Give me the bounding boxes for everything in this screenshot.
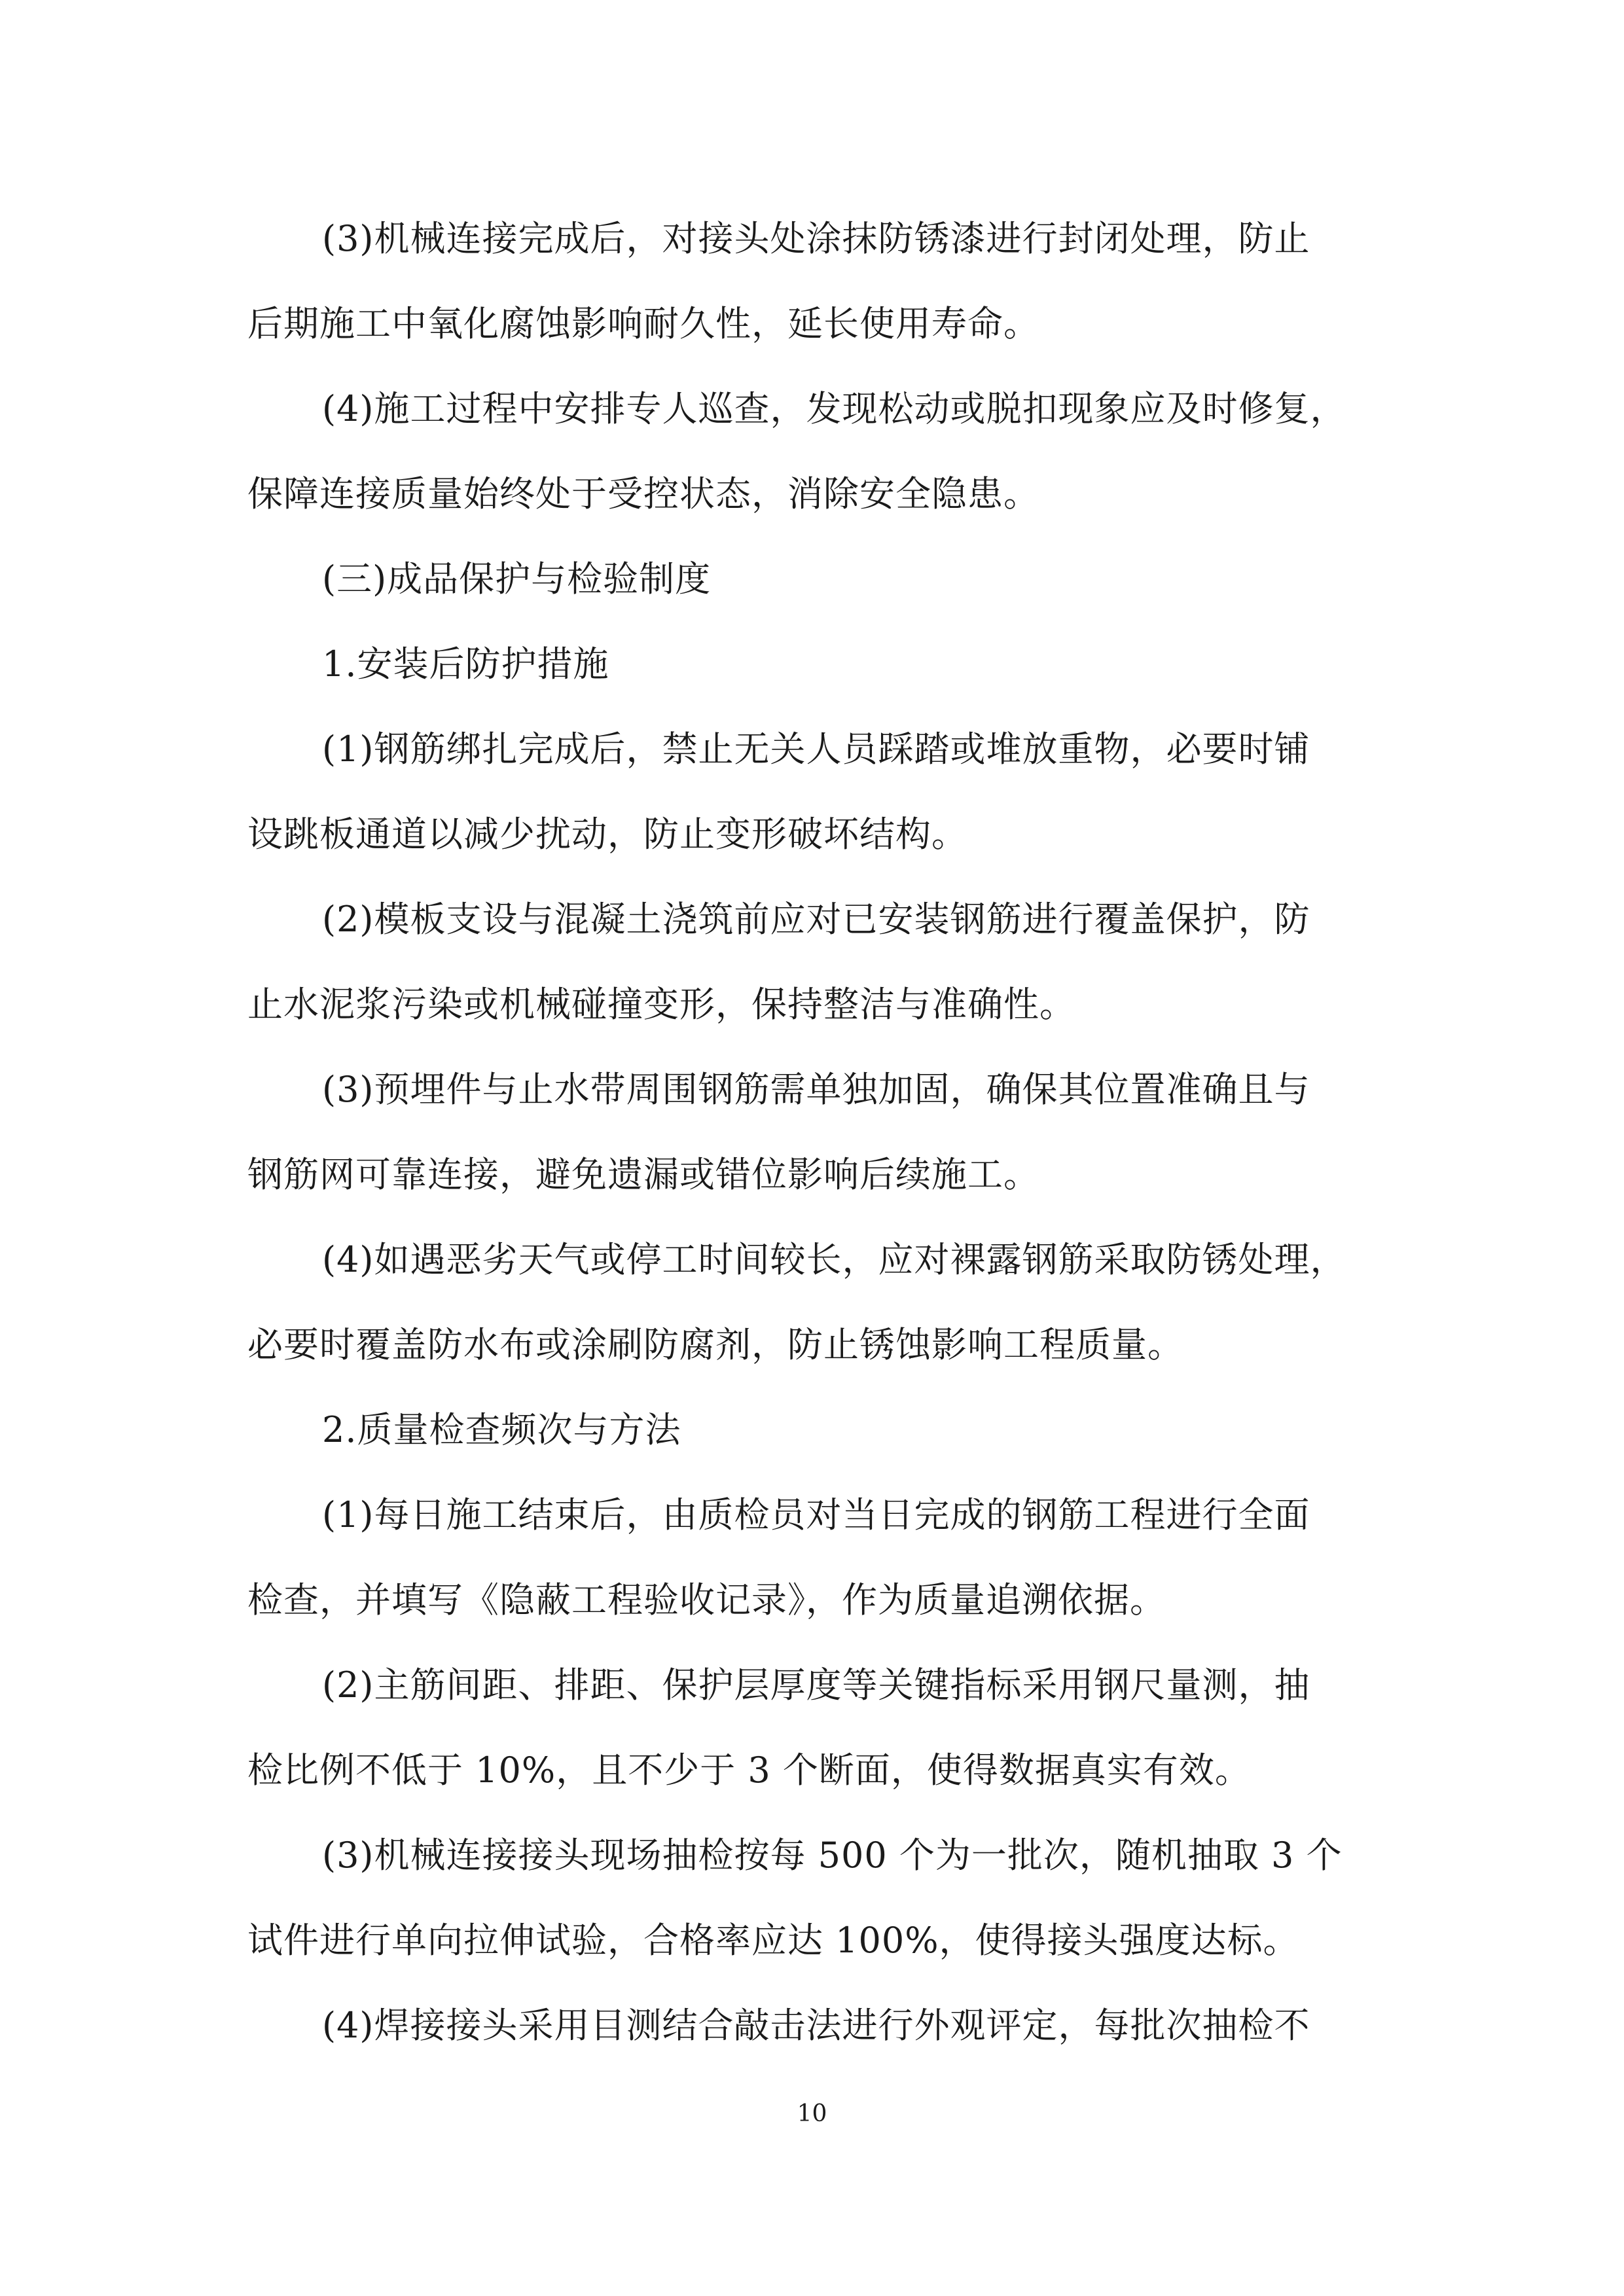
body-text bbox=[247, 196, 1377, 2068]
text-line: (4)如遇恶劣天气或停工时间较长，应对裸露钢筋采取防锈处理， bbox=[322, 1239, 1346, 1280]
text-line: (2)模板支设与混凝土浇筑前应对已安装钢筋进行覆盖保护，防 bbox=[322, 899, 1310, 940]
page-number: 10 bbox=[797, 2100, 827, 2127]
text-line: (4)施工过程中安排专人巡查，发现松动或脱扣现象应及时修复， bbox=[322, 388, 1346, 429]
text-line: 止水泥浆污染或机械碰撞变形，保持整洁与准确性。 bbox=[247, 984, 1075, 1025]
text-line: (1)钢筋绑扎完成后，禁止无关人员踩踏或堆放重物，必要时铺 bbox=[322, 728, 1310, 770]
text-line: 试件进行单向拉伸试验，合格率应达 100%，使得接头强度达标。 bbox=[247, 1920, 1299, 1961]
text-line: 钢筋网可靠连接，避免遗漏或错位影响后续施工。 bbox=[247, 1154, 1039, 1195]
text-line: (2)主筋间距、排距、保护层厚度等关键指标采用钢尺量测，抽 bbox=[322, 1664, 1310, 1706]
text-line: (3)机械连接接头现场抽检按每 500 个为一批次，随机抽取 3 个 bbox=[322, 1835, 1343, 1876]
text-line: 设跳板通道以减少扰动，防止变形破坏结构。 bbox=[247, 814, 967, 855]
section-heading: (三)成品保护与检验制度 bbox=[322, 558, 712, 600]
text-line: (3)机械连接完成后，对接头处涂抹防锈漆进行封闭处理，防止 bbox=[322, 218, 1310, 259]
text-line: (3)预埋件与止水带周围钢筋需单独加固，确保其位置准确且与 bbox=[322, 1069, 1310, 1110]
text-line: (4)焊接接头采用目测结合敲击法进行外观评定，每批次抽检不 bbox=[322, 2005, 1310, 2046]
text-line: 检比例不低于 10%，且不少于 3 个断面，使得数据真实有效。 bbox=[247, 1749, 1251, 1791]
subsection-heading: 1.安装后防护措施 bbox=[322, 643, 609, 685]
text-line: 后期施工中氧化腐蚀影响耐久性，延长使用寿命。 bbox=[247, 303, 1039, 344]
text-line: 保障连接质量始终处于受控状态，消除安全隐患。 bbox=[247, 473, 1039, 514]
text-line: 必要时覆盖防水布或涂刷防腐剂，防止锈蚀影响工程质量。 bbox=[247, 1324, 1183, 1365]
subsection-heading: 2.质量检查频次与方法 bbox=[322, 1409, 681, 1450]
text-line: 检查，并填写《隐蔽工程验收记录》，作为质量追溯依据。 bbox=[247, 1579, 1166, 1621]
text-line: (1)每日施工结束后，由质检员对当日完成的钢筋工程进行全面 bbox=[322, 1494, 1310, 1535]
